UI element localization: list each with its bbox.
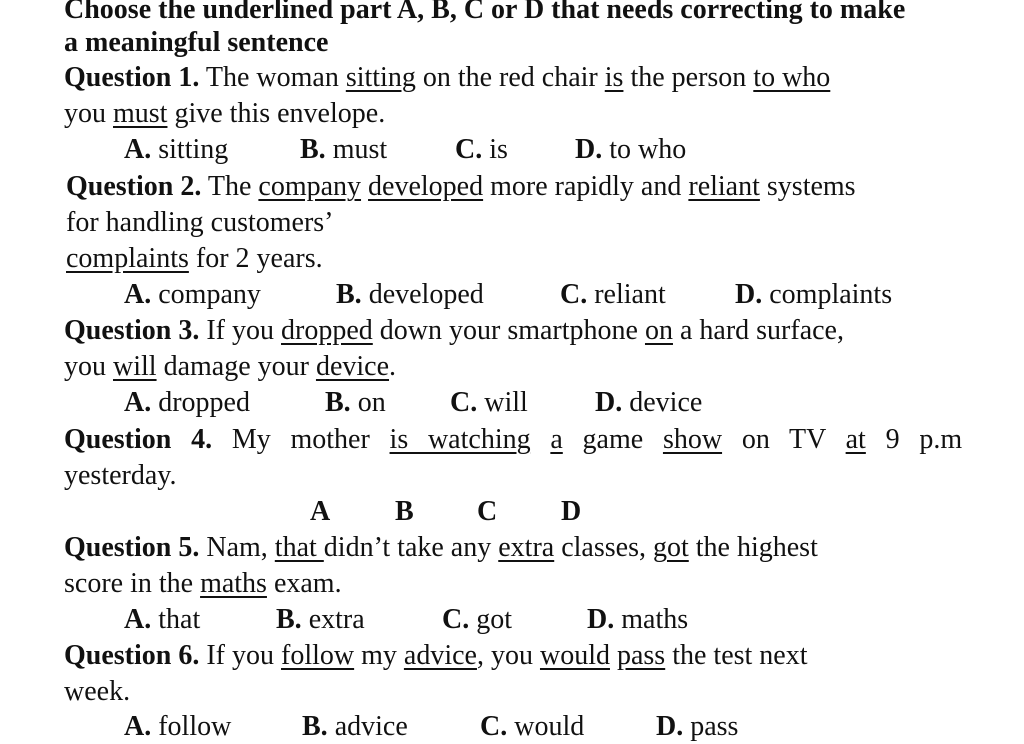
q6-option-b[interactable]: B. advice [302, 711, 408, 742]
q5-underline-d: maths [200, 568, 267, 599]
q6-option-d[interactable]: D. pass [656, 711, 739, 742]
question-5-line-1: Question 5. Nam, that didn’t take any extra classes, got the highest [64, 532, 818, 563]
q1-underline-a: sitting [345, 62, 416, 93]
q3-underline-d: device [315, 351, 390, 382]
q3-underline-b: on [644, 315, 673, 346]
q6-option-c[interactable]: C. would [480, 711, 585, 742]
q3-underline-a: dropped [281, 315, 373, 346]
q1-underline-c: is [604, 62, 624, 93]
q2-underline-d: complaints [66, 243, 189, 274]
question-5-label: Question 5. [64, 532, 200, 563]
question-3-line-1: Question 3. If you dropped down your smartphone on a hard surface, [64, 315, 844, 346]
q3-option-c[interactable]: C. will [450, 387, 528, 418]
q1-option-d[interactable]: D. to who [575, 134, 687, 165]
q4-letter-b[interactable]: B [395, 496, 414, 527]
instruction-line-2: a meaningful sentence [64, 27, 329, 58]
q6-underline-c: would [539, 640, 610, 671]
q2-underline-a: company [258, 171, 362, 202]
q3-option-a[interactable]: A. dropped [124, 387, 250, 418]
q3-option-d[interactable]: D. device [595, 387, 703, 418]
q5-option-d[interactable]: D. maths [587, 604, 689, 635]
q4-underline-c: show [662, 424, 723, 455]
q5-underline-b: extra [498, 532, 555, 563]
q4-underline-d: at [845, 424, 866, 455]
q6-underline-a: follow [281, 640, 355, 671]
q6-underline-d: pass [616, 640, 666, 671]
q1-underline-d: to who [753, 62, 831, 93]
q5-underline-c: got [652, 532, 689, 563]
question-6-line-2: week. [64, 676, 131, 707]
q3-option-b[interactable]: B. on [325, 387, 386, 418]
q5-option-b[interactable]: B. extra [276, 604, 365, 635]
q2-underline-b: developed [368, 171, 484, 202]
question-2-line-3: complaints for 2 years. [66, 243, 323, 274]
q4-letter-d[interactable]: D [561, 496, 582, 527]
q3-underline-c: will [113, 351, 157, 382]
q2-option-d[interactable]: D. complaints [735, 279, 893, 310]
q4-letter-a[interactable]: A [310, 496, 331, 527]
question-2-label: Question 2. [66, 171, 202, 202]
question-5-line-2: score in the maths exam. [64, 568, 342, 599]
question-4-label: Question 4. [64, 424, 213, 455]
q1-option-c[interactable]: C. is [455, 134, 508, 165]
question-3-line-2: you will damage your device. [64, 351, 397, 382]
question-1-line-2: you must give this envelope. [64, 98, 386, 129]
q4-underline-a: is watching [389, 424, 531, 455]
q4-letter-c[interactable]: C [477, 496, 498, 527]
q6-option-a[interactable]: A. follow [124, 711, 232, 742]
q5-underline-a: that [274, 532, 324, 563]
question-1-line-1: Question 1. The woman sitting on the red chair is the person to who [64, 62, 831, 93]
q4-underline-b: a [550, 424, 563, 455]
q2-option-c[interactable]: C. reliant [560, 279, 666, 310]
q2-underline-c: reliant [688, 171, 760, 202]
question-3-label: Question 3. [64, 315, 200, 346]
question-6-line-1: Question 6. If you follow my advice, you would pass the test next [64, 640, 808, 671]
q6-underline-b: advice [403, 640, 477, 671]
question-4-line-1: Question 4. My mother is watching a game show on TV at 9 p.m [64, 424, 963, 455]
q1-option-a[interactable]: A. sitting [124, 134, 229, 165]
q2-option-a[interactable]: A. company [124, 279, 261, 310]
question-1-label: Question 1. [64, 62, 200, 93]
q1-option-b[interactable]: B. must [300, 134, 388, 165]
question-2-line-2: for handling customers’ [66, 207, 334, 238]
q2-option-b[interactable]: B. developed [336, 279, 484, 310]
question-2-line-1: Question 2. The company developed more rapidly and reliant systems [66, 171, 856, 202]
q5-option-a[interactable]: A. that [124, 604, 201, 635]
q5-option-c[interactable]: C. got [442, 604, 513, 635]
question-4-line-2: yesterday. [64, 460, 177, 491]
question-6-label: Question 6. [64, 640, 200, 671]
instruction-line-1: Choose the underlined part A, B, C or D that needs correcting to make [64, 0, 906, 25]
q1-underline-b: must [113, 98, 168, 129]
